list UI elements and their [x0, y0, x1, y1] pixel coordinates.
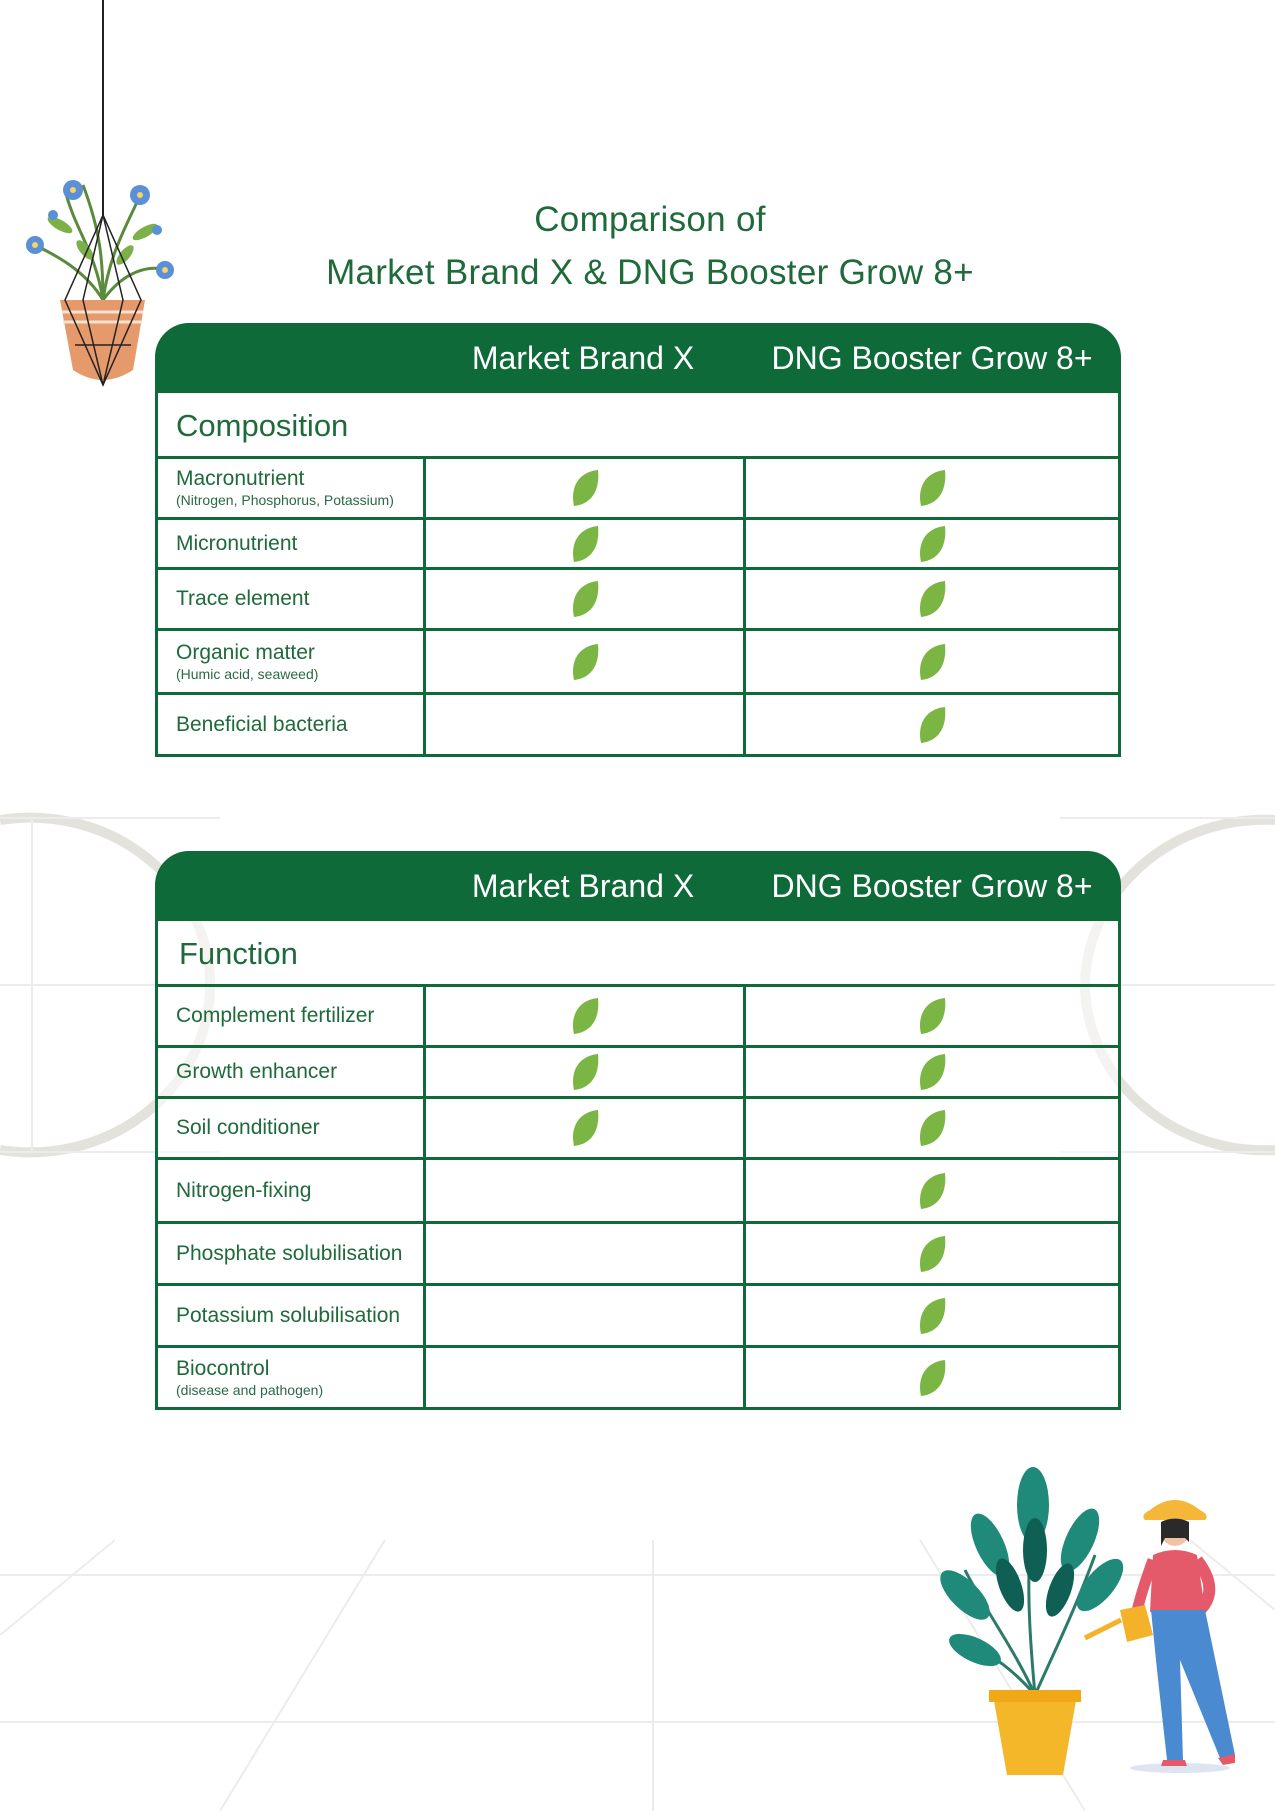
- leaf-check-icon: [917, 705, 947, 745]
- section-label-function: Function: [158, 921, 1118, 987]
- leaf-check-icon: [570, 468, 600, 508]
- cell-dng: [746, 520, 1118, 567]
- row-label-main: Biocontrol: [176, 1356, 270, 1380]
- row-label-main: Organic matter: [176, 640, 315, 664]
- section-label-composition: Composition: [158, 393, 1118, 459]
- row-label: [158, 987, 426, 1045]
- cell-brand-x: [426, 570, 746, 628]
- table-row: [158, 520, 1118, 570]
- page-title-line2: Market Brand X & DNG Booster Grow 8+: [326, 253, 974, 292]
- row-label-main: Phosphate solubilisation: [176, 1241, 403, 1265]
- cell-dng: [746, 1224, 1118, 1283]
- row-label: [158, 459, 426, 517]
- cell-brand-x: [426, 1099, 746, 1157]
- cell-dng: [746, 1286, 1118, 1345]
- row-label-main: Soil conditioner: [176, 1116, 320, 1139]
- table-row: [158, 570, 1118, 631]
- leaf-check-icon: [917, 642, 947, 682]
- row-label-main: Macronutrient: [176, 467, 305, 490]
- row-label-sub: (Nitrogen, Phosphorus, Potassium): [176, 492, 394, 508]
- leaf-check-icon: [570, 642, 600, 682]
- cell-brand-x: [426, 1286, 746, 1345]
- cell-brand-x: [426, 459, 746, 517]
- cell-brand-x: [426, 1224, 746, 1283]
- leaf-check-icon: [917, 1296, 947, 1336]
- cell-dng: [746, 1099, 1118, 1157]
- cell-dng: [746, 631, 1118, 692]
- row-label-sub: (Humic acid, seaweed): [176, 665, 319, 682]
- row-label-main: Growth enhancer: [176, 1060, 338, 1083]
- table-row: [158, 1099, 1118, 1160]
- row-label-main: Beneficial bacteria: [176, 712, 348, 736]
- cell-brand-x: [426, 1048, 746, 1096]
- row-label-main: Nitrogen-fixing: [176, 1178, 312, 1202]
- table-header: [155, 851, 1121, 921]
- cell-dng: [746, 987, 1118, 1045]
- cell-dng: [746, 695, 1118, 754]
- row-label: [158, 1224, 426, 1283]
- row-label: [158, 1048, 426, 1096]
- cell-dng: [746, 1348, 1118, 1407]
- leaf-check-icon: [917, 468, 947, 508]
- table-row: [158, 459, 1118, 520]
- cell-brand-x: [426, 987, 746, 1045]
- cell-brand-x: [426, 520, 746, 567]
- table-row: [158, 1048, 1118, 1099]
- row-label: [158, 1348, 426, 1407]
- table-row: [158, 631, 1118, 695]
- cell-brand-x: [426, 695, 746, 754]
- table-body: [155, 393, 1121, 757]
- row-label: [158, 1099, 426, 1157]
- column-header-dng: DNG Booster Grow 8+: [771, 868, 1093, 904]
- table-row: [158, 1224, 1118, 1286]
- cell-brand-x: [426, 1160, 746, 1221]
- column-header-brand-x: Market Brand X: [471, 868, 695, 904]
- row-label: [158, 695, 426, 754]
- leaf-check-icon: [917, 1108, 947, 1148]
- leaf-check-icon: [570, 1108, 600, 1148]
- column-header-dng: DNG Booster Grow 8+: [771, 340, 1093, 376]
- row-label-main: Potassium solubilisation: [176, 1303, 401, 1327]
- row-label-sub: (disease and pathogen): [176, 1381, 324, 1398]
- row-label: [158, 520, 426, 567]
- page-title-line1: Comparison of: [534, 200, 766, 239]
- cell-dng: [746, 1048, 1118, 1096]
- table-row: [158, 1348, 1118, 1410]
- table-row: [158, 987, 1118, 1048]
- row-label-main: Micronutrient: [176, 531, 298, 555]
- row-label: [158, 570, 426, 628]
- composition-table: [155, 323, 1121, 757]
- leaf-check-icon: [570, 996, 600, 1036]
- leaf-check-icon: [570, 1052, 600, 1092]
- leaf-check-icon: [917, 579, 947, 619]
- row-label: [158, 631, 426, 692]
- row-label-main: Trace element: [176, 587, 310, 610]
- table-row: [158, 1286, 1118, 1348]
- table-body: [155, 921, 1121, 1410]
- table-row: [158, 695, 1118, 757]
- row-label-main: Complement fertilizer: [176, 1004, 375, 1027]
- row-label: [158, 1160, 426, 1221]
- function-table: [155, 851, 1121, 1410]
- cell-brand-x: [426, 1348, 746, 1407]
- leaf-check-icon: [917, 524, 947, 564]
- cell-dng: [746, 459, 1118, 517]
- leaf-check-icon: [917, 1358, 947, 1398]
- leaf-check-icon: [570, 579, 600, 619]
- cell-dng: [746, 1160, 1118, 1221]
- leaf-check-icon: [917, 996, 947, 1036]
- table-header: [155, 323, 1121, 393]
- leaf-check-icon: [917, 1171, 947, 1211]
- leaf-check-icon: [917, 1052, 947, 1092]
- cell-brand-x: [426, 631, 746, 692]
- table-row: [158, 1160, 1118, 1224]
- gardener-illustration: [935, 1460, 1235, 1780]
- cell-dng: [746, 570, 1118, 628]
- leaf-check-icon: [570, 524, 600, 564]
- column-header-brand-x: Market Brand X: [471, 340, 695, 376]
- row-label: [158, 1286, 426, 1345]
- leaf-check-icon: [917, 1234, 947, 1274]
